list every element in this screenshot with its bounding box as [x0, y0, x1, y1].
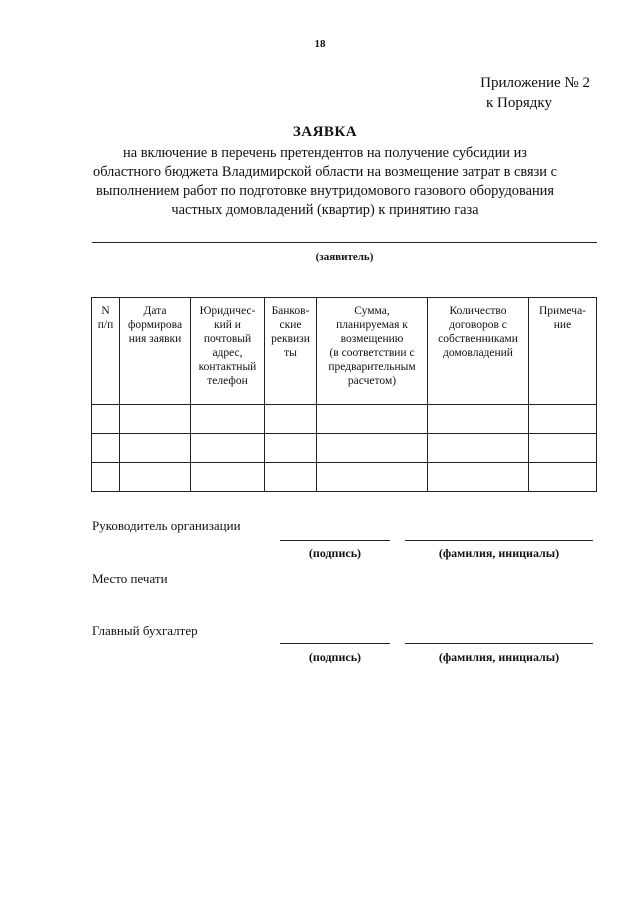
- header-text-line: п/п: [97, 319, 114, 331]
- table-cell[interactable]: [120, 463, 191, 492]
- document-title: ЗАЯВКА: [292, 124, 358, 140]
- document-subtitle: [60, 144, 590, 220]
- header-text-line: домовладений: [443, 347, 513, 359]
- table-header-col-bank: [265, 298, 317, 405]
- header-text-line: Количество: [449, 305, 507, 317]
- applicant-caption: (заявитель): [315, 251, 374, 263]
- table-header-col-date: [120, 298, 191, 405]
- page-number: 18: [314, 38, 326, 50]
- stamp-place-label: Место печати: [92, 571, 168, 586]
- header-text-line: реквизи: [271, 333, 310, 345]
- table-cell[interactable]: [191, 463, 265, 492]
- table-cell[interactable]: [265, 405, 317, 434]
- table-header-col-address: [191, 298, 265, 405]
- appendix-line-1: Приложение № 2: [480, 75, 590, 91]
- header-text-line: ние: [553, 319, 572, 331]
- table-row: [92, 434, 597, 463]
- header-text-line: адрес,: [212, 347, 243, 359]
- table-cell[interactable]: [317, 463, 428, 492]
- table-cell[interactable]: [265, 434, 317, 463]
- head-of-organization-label: Руководитель организации: [92, 518, 241, 533]
- table-cell[interactable]: [428, 434, 529, 463]
- header-text-line: Примеча-: [538, 305, 587, 317]
- table-header-row: [92, 298, 597, 405]
- table-cell[interactable]: [428, 463, 529, 492]
- table-row: [92, 463, 597, 492]
- table-header-col-notes: [529, 298, 597, 405]
- table-cell[interactable]: [428, 405, 529, 434]
- table-cell[interactable]: [529, 434, 597, 463]
- head-signature-line[interactable]: [280, 540, 390, 541]
- table-cell[interactable]: [529, 463, 597, 492]
- header-text-line: формирова: [127, 319, 183, 331]
- header-text-line: Сумма,: [354, 305, 390, 317]
- table-row: [92, 405, 597, 434]
- table-cell[interactable]: [92, 434, 120, 463]
- subtitle-line-1: на включение в перечень претендентов на получение субсидии из: [123, 145, 527, 161]
- accountant-name-caption: (фамилия, инициалы): [438, 650, 560, 664]
- header-text-line: расчетом): [347, 375, 397, 387]
- header-text-line: N: [101, 305, 110, 317]
- header-text-line: Дата: [143, 305, 167, 317]
- header-text-line: возмещению: [340, 333, 404, 345]
- applicant-field-line[interactable]: [92, 242, 597, 243]
- subtitle-line-2: областного бюджета Владимирской области на возмещение затрат в связи с: [93, 164, 557, 180]
- header-text-line: телефон: [207, 375, 248, 387]
- accountant-name-line[interactable]: [405, 643, 593, 644]
- table-cell[interactable]: [191, 434, 265, 463]
- table-cell[interactable]: [191, 405, 265, 434]
- table-cell[interactable]: [92, 405, 120, 434]
- table-cell[interactable]: [317, 405, 428, 434]
- subtitle-line-3: выполнением работ по подготовке внутридомового газового оборудования: [96, 183, 554, 199]
- header-text-line: предварительным: [328, 361, 416, 373]
- subtitle-line-4: частных домовладений (квартир) к принятию газа: [171, 202, 479, 218]
- header-text-line: контактный: [198, 361, 257, 373]
- appendix-line-2: к Порядку: [486, 95, 552, 111]
- header-text-line: планируемая к: [336, 319, 408, 331]
- header-text-line: договоров с: [449, 319, 507, 331]
- application-table: [91, 297, 597, 492]
- table-cell[interactable]: [529, 405, 597, 434]
- header-text-line: собственниками: [438, 333, 518, 345]
- appendix-reference: [440, 73, 590, 113]
- header-text-line: ские: [279, 319, 302, 331]
- header-text-line: (в соответствии с: [329, 347, 415, 359]
- head-signature-caption: (подпись): [308, 546, 362, 560]
- table-header-col-contracts: [428, 298, 529, 405]
- header-text-line: кий и: [214, 319, 241, 331]
- table-header-col-number: [92, 298, 120, 405]
- header-text-line: Юридичес-: [199, 305, 256, 317]
- head-name-caption: (фамилия, инициалы): [438, 546, 560, 560]
- chief-accountant-label: Главный бухгалтер: [92, 623, 198, 638]
- header-text-line: ния заявки: [128, 333, 182, 345]
- header-text-line: ты: [284, 347, 297, 359]
- table-cell[interactable]: [92, 463, 120, 492]
- head-name-line[interactable]: [405, 540, 593, 541]
- table-cell[interactable]: [317, 434, 428, 463]
- table-header-col-amount: [317, 298, 428, 405]
- header-text-line: Банков-: [271, 305, 310, 317]
- table-body: [92, 405, 597, 492]
- table-cell[interactable]: [120, 434, 191, 463]
- table-cell[interactable]: [120, 405, 191, 434]
- table-cell[interactable]: [265, 463, 317, 492]
- accountant-signature-caption: (подпись): [308, 650, 362, 664]
- accountant-signature-line[interactable]: [280, 643, 390, 644]
- header-text-line: почтовый: [203, 333, 252, 345]
